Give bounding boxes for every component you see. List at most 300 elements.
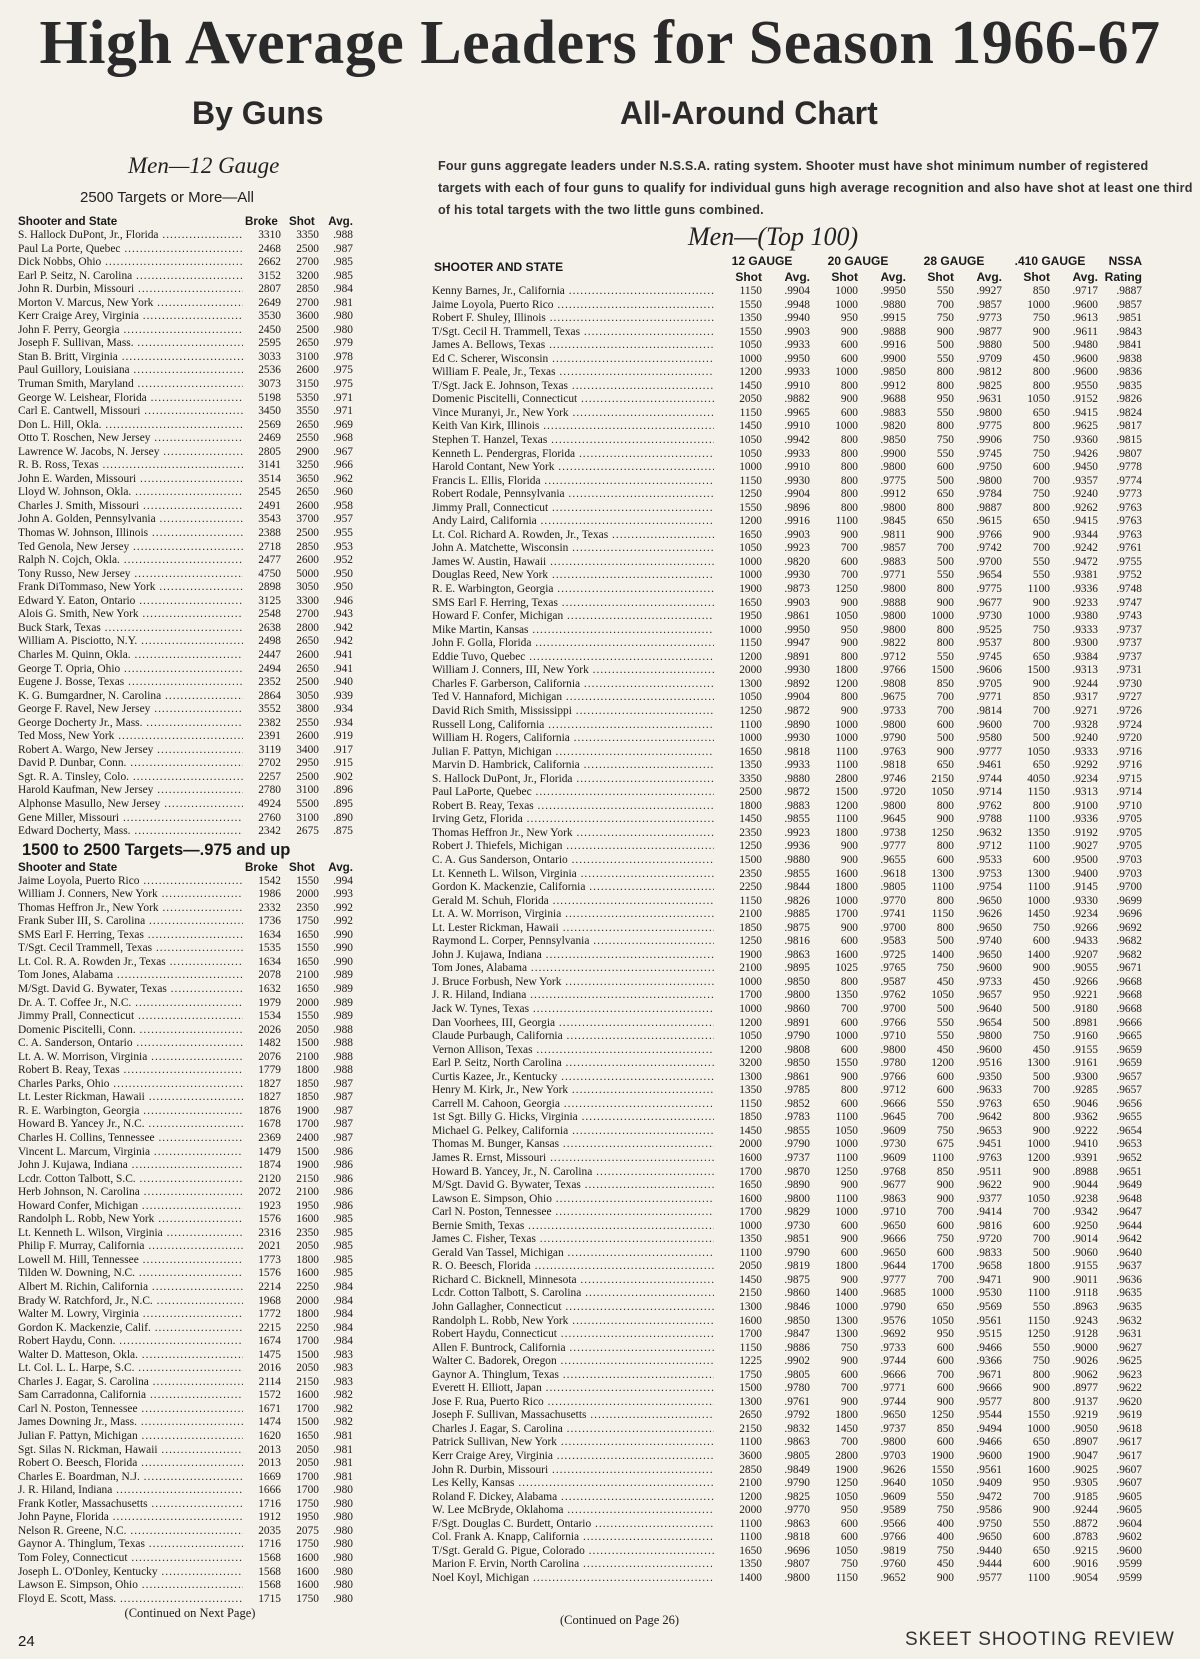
shooter-name: Curtis Kazee, Jr., Kentucky ..... <box>428 1071 714 1085</box>
broke-value: 2316 <box>258 1226 281 1239</box>
nssa-rating: .9737 <box>1116 637 1142 650</box>
shot-410: 750 <box>1032 447 1050 460</box>
shot-410: 4050 <box>1027 772 1050 785</box>
nssa-rating: .9625 <box>1116 1355 1142 1368</box>
avg-410: .9266 <box>1072 975 1098 988</box>
shot-410: 750 <box>1032 623 1050 636</box>
shot-28: 1700 <box>931 1260 954 1273</box>
avg-value: .980 <box>333 1551 353 1564</box>
avg-410: .9155 <box>1072 1043 1098 1056</box>
avg-410: .9054 <box>1072 1571 1098 1584</box>
shot-410: 700 <box>1032 704 1050 717</box>
table-row <box>428 1301 1196 1315</box>
avg-28: .9775 <box>976 420 1002 433</box>
shot-value: 1500 <box>296 1348 319 1361</box>
shot-20: 600 <box>840 935 858 948</box>
shooter-name: Herb Johnson, N. Carolina ..... <box>18 1186 243 1200</box>
avg-28: .9472 <box>976 1490 1002 1503</box>
avg-12: .9933 <box>784 339 810 352</box>
nssa-rating: .9755 <box>1116 555 1142 568</box>
shot-12: 1050 <box>739 1030 762 1043</box>
shot-20: 800 <box>840 434 858 447</box>
broke-value: 1572 <box>258 1389 281 1402</box>
shot-value: 2050 <box>296 1240 319 1253</box>
shot-410: 1100 <box>1027 1571 1050 1584</box>
shot-410: 1100 <box>1027 813 1050 826</box>
shot-410: 850 <box>1032 691 1050 704</box>
avg-12: .9800 <box>784 1571 810 1584</box>
avg-12: .9903 <box>784 325 810 338</box>
broke-value: 2780 <box>258 784 281 797</box>
table-row <box>18 649 353 663</box>
table-row <box>18 825 353 839</box>
broke-value: 1669 <box>258 1470 281 1483</box>
avg-12: .9904 <box>784 488 810 501</box>
avg-28: .9705 <box>976 677 1002 690</box>
shot-20: 1800 <box>835 1409 858 1422</box>
nssa-rating: .9826 <box>1116 393 1142 406</box>
shooter-name: Robert A. Wargo, New Jersey ..... <box>18 744 243 758</box>
nssa-rating: .9668 <box>1116 1002 1142 1015</box>
header-avg: Avg. <box>328 215 353 228</box>
avg-410: .9333 <box>1072 745 1098 758</box>
table-row <box>428 1138 1196 1152</box>
shooter-name: James Downing Jr., Mass. ..... <box>18 1416 243 1430</box>
shooter-name: Philip F. Murray, California ..... <box>18 1240 243 1254</box>
shot-20: 900 <box>840 596 858 609</box>
avg-28: .9511 <box>976 1165 1002 1178</box>
avg-20: .9820 <box>880 420 906 433</box>
shooter-name: Lcdr. Cotton Talbott, S. Carolina ..... <box>428 1287 714 1301</box>
avg-value: .989 <box>333 969 353 982</box>
broke-value: 3530 <box>258 310 281 323</box>
avg-28: .9366 <box>976 1355 1002 1368</box>
shot-410: 750 <box>1032 488 1050 501</box>
table-row <box>18 500 353 514</box>
header-rating: Rating <box>1104 270 1142 284</box>
avg-12: .9855 <box>784 813 810 826</box>
avg-28: .9650 <box>976 921 1002 934</box>
shot-28: 700 <box>936 542 954 555</box>
avg-value: .985 <box>333 1240 353 1253</box>
avg-28: .9800 <box>976 406 1002 419</box>
avg-28: .9906 <box>976 434 1002 447</box>
avg-12: .9863 <box>784 1517 810 1530</box>
shot-value: 1550 <box>296 874 319 887</box>
shot-value: 2600 <box>296 554 319 567</box>
shot-value: 2500 <box>296 242 319 255</box>
shot-410: 900 <box>1032 325 1050 338</box>
shooter-name: Domenic Piscitelli, Conn. ..... <box>18 1024 243 1038</box>
table-row <box>428 1572 1196 1586</box>
shooter-name: John A. Matchette, Wisconsin ..... <box>428 542 714 556</box>
shot-410: 800 <box>1032 379 1050 392</box>
shooter-name: Walter C. Badorek, Oregon ..... <box>428 1355 714 1369</box>
shooter-name: Julian F. Pattyn, Michigan ..... <box>428 746 714 760</box>
avg-20: .9777 <box>880 1273 906 1286</box>
table-row <box>18 915 353 929</box>
shot-20: 1000 <box>835 1030 858 1043</box>
table-row <box>18 364 353 378</box>
shot-28: 900 <box>936 1179 954 1192</box>
shot-410: 1000 <box>1027 1422 1050 1435</box>
shooter-name: Earl P. Seitz, North Carolina ..... <box>428 1057 714 1071</box>
avg-20: .9675 <box>880 691 906 704</box>
nssa-rating: .9635 <box>1116 1287 1142 1300</box>
avg-20: .9609 <box>880 1124 906 1137</box>
header-shooter: Shooter and State <box>18 215 118 228</box>
shot-value: 2650 <box>296 635 319 648</box>
shooter-name: Howard F. Confer, Michigan ..... <box>428 610 714 624</box>
table-row <box>428 935 1196 949</box>
shot-20: 900 <box>840 921 858 934</box>
shot-20: 800 <box>840 447 858 460</box>
shooter-name: T/Sgt. Cecil H. Trammell, Texas ..... <box>428 326 714 340</box>
shot-value: 1850 <box>296 1091 319 1104</box>
shot-12: 1900 <box>739 583 762 596</box>
avg-value: .990 <box>333 942 353 955</box>
table-row <box>18 1593 353 1607</box>
avg-410: .9060 <box>1072 1246 1098 1259</box>
shooter-name: Lt. A. W. Morrison, Virginia ..... <box>428 908 714 922</box>
shot-value: 2150 <box>296 1375 319 1388</box>
avg-28: .9561 <box>976 1463 1002 1476</box>
shot-20: 900 <box>840 1395 858 1408</box>
avg-28: .9733 <box>976 975 1002 988</box>
avg-value: .941 <box>333 648 353 661</box>
table-row <box>428 461 1196 475</box>
shot-28: 1550 <box>931 1463 954 1476</box>
avg-value: .983 <box>333 1348 353 1361</box>
avg-12: .9808 <box>784 1043 810 1056</box>
shooter-name: Charles F. Garberson, California ..... <box>428 678 714 692</box>
avg-value: .975 <box>333 378 353 391</box>
shooter-name: Jimmy Prall, Connecticut ..... <box>18 1010 243 1024</box>
avg-410: .9152 <box>1072 393 1098 406</box>
shot-12: 1850 <box>739 921 762 934</box>
table-row <box>428 637 1196 651</box>
table-row <box>428 922 1196 936</box>
shot-28: 850 <box>936 677 954 690</box>
avg-20: .9777 <box>880 840 906 853</box>
avg-12: .9930 <box>784 732 810 745</box>
broke-value: 2214 <box>258 1281 281 1294</box>
shot-value: 1600 <box>296 1579 319 1592</box>
avg-410: .9381 <box>1072 569 1098 582</box>
subtitle-men-top-100: Men—(Top 100) <box>688 222 859 251</box>
avg-410: .9415 <box>1072 515 1098 528</box>
broke-value: 2352 <box>258 676 281 689</box>
subtitle-2500-targets: 2500 Targets or More—All <box>80 189 254 206</box>
table-row <box>428 813 1196 827</box>
shooter-name: Lloyd W. Johnson, Okla. ..... <box>18 486 243 500</box>
nssa-rating: .9836 <box>1116 366 1142 379</box>
shot-28: 600 <box>936 1341 954 1354</box>
avg-20: .9609 <box>880 1152 906 1164</box>
avg-12: .9933 <box>784 366 810 379</box>
avg-28: .9775 <box>976 583 1002 596</box>
table-row <box>428 1409 1196 1423</box>
shot-28: 400 <box>936 1517 954 1530</box>
nssa-rating: .9730 <box>1116 677 1142 690</box>
avg-410: .9160 <box>1072 1030 1098 1043</box>
broke-value: 2391 <box>258 730 281 743</box>
table-row <box>18 568 353 582</box>
avg-20: .9744 <box>880 1355 906 1368</box>
shot-28: 950 <box>936 393 954 406</box>
avg-20: .9771 <box>880 1382 906 1395</box>
shot-28: 800 <box>936 501 954 514</box>
avg-20: .9912 <box>880 379 906 392</box>
avg-410: .8977 <box>1072 1382 1098 1395</box>
avg-28: .9516 <box>976 1057 1002 1070</box>
table-row <box>428 1287 1196 1301</box>
avg-12: .9882 <box>784 393 810 406</box>
avg-value: .992 <box>333 915 353 928</box>
left-rows-group-2 <box>18 875 353 1607</box>
avg-12: .9780 <box>784 1382 810 1395</box>
table-row <box>18 663 353 677</box>
shot-20: 1200 <box>835 677 858 690</box>
avg-12: .9886 <box>784 1341 810 1354</box>
shot-28: 550 <box>936 650 954 663</box>
broke-value: 2013 <box>258 1443 281 1456</box>
shooter-name: Lowell M. Hill, Tennessee ..... <box>18 1254 243 1268</box>
nssa-rating: .9857 <box>1116 298 1142 311</box>
avg-12: .9783 <box>784 1111 810 1124</box>
shooter-name: Thomas M. Bunger, Kansas ..... <box>428 1138 714 1152</box>
shooter-name: C. A. Gus Sanderson, Ontario ..... <box>428 854 714 868</box>
shooter-name: Joseph F. Sullivan, Massachusetts ..... <box>428 1409 714 1423</box>
avg-28: .9788 <box>976 813 1002 826</box>
avg-28: .9742 <box>976 542 1002 555</box>
table-row <box>428 448 1196 462</box>
shot-28: 900 <box>936 596 954 609</box>
avg-410: .9625 <box>1072 420 1098 433</box>
shooter-name: Russell Long, California ..... <box>428 719 714 733</box>
shot-value: 5000 <box>296 567 319 580</box>
avg-value: .990 <box>333 955 353 968</box>
shot-12: 1100 <box>739 1246 762 1259</box>
avg-410: .9180 <box>1072 1002 1098 1015</box>
shooter-name: Noel Koyl, Michigan ..... <box>428 1572 714 1586</box>
shot-value: 2350 <box>296 1226 319 1239</box>
shot-410: 650 <box>1032 406 1050 419</box>
shot-12: 2000 <box>739 664 762 677</box>
avg-20: .9746 <box>880 772 906 785</box>
shooter-name: Mike Martin, Kansas ..... <box>428 624 714 638</box>
shooter-name: Buck Stark, Texas ..... <box>18 622 243 636</box>
shooter-name: William A. Pisciotto, N.Y. ..... <box>18 635 243 649</box>
table-row <box>428 759 1196 773</box>
shot-12: 1150 <box>739 1341 762 1354</box>
table-row <box>428 827 1196 841</box>
shot-28: 900 <box>936 528 954 541</box>
avg-410: .9400 <box>1072 867 1098 880</box>
avg-28: .9409 <box>976 1477 1002 1490</box>
table-row <box>428 597 1196 611</box>
header-shot: Shot <box>1023 270 1050 284</box>
nssa-rating: .9635 <box>1116 1301 1142 1314</box>
shot-value: 2350 <box>296 901 319 914</box>
shot-410: 700 <box>1032 1490 1050 1503</box>
avg-12: .9770 <box>784 1504 810 1517</box>
avg-20: .9655 <box>880 853 906 866</box>
avg-20: .9741 <box>880 908 906 921</box>
shot-28: 550 <box>936 1030 954 1043</box>
shot-20: 600 <box>840 1043 858 1056</box>
magazine-name: SKEET SHOOTING REVIEW <box>905 1629 1175 1650</box>
avg-28: .9877 <box>976 325 1002 338</box>
avg-20: .9850 <box>880 434 906 447</box>
shot-12: 1300 <box>739 677 762 690</box>
avg-value: .985 <box>333 1253 353 1266</box>
shot-12: 2850 <box>739 1463 762 1476</box>
avg-28: .9709 <box>976 352 1002 365</box>
broke-value: 2021 <box>258 1240 281 1253</box>
table-row <box>428 1436 1196 1450</box>
avg-20: .9790 <box>880 732 906 745</box>
avg-410: .9362 <box>1072 1111 1098 1124</box>
avg-value: .983 <box>333 1362 353 1375</box>
shooter-name: Otto T. Roschen, New Jersey ..... <box>18 432 243 446</box>
avg-28: .9600 <box>976 1450 1002 1463</box>
shot-12: 2350 <box>739 867 762 880</box>
table-row <box>428 719 1196 733</box>
shot-value: 3250 <box>296 459 319 472</box>
shot-20: 800 <box>840 650 858 663</box>
shot-28: 700 <box>936 691 954 704</box>
broke-value: 1678 <box>258 1118 281 1131</box>
broke-value: 1874 <box>258 1159 281 1172</box>
shot-value: 2650 <box>296 418 319 431</box>
shooter-name: James A. Bellows, Texas ..... <box>428 339 714 353</box>
nssa-rating: .9817 <box>1116 420 1142 433</box>
avg-28: .9700 <box>976 555 1002 568</box>
table-row <box>428 299 1196 313</box>
table-row <box>18 1430 353 1444</box>
shot-410: 450 <box>1032 352 1050 365</box>
shooter-name: Tom Foley, Connecticut ..... <box>18 1552 243 1566</box>
nssa-rating: .9607 <box>1116 1477 1142 1490</box>
shot-20: 800 <box>840 461 858 474</box>
shot-value: 2250 <box>296 1321 319 1334</box>
shooter-name: Paul LaPorte, Quebec ..... <box>428 786 714 800</box>
avg-12: .9790 <box>784 1246 810 1259</box>
shot-value: 3100 <box>296 350 319 363</box>
avg-12: .9861 <box>784 1070 810 1083</box>
avg-12: .9850 <box>784 975 810 988</box>
table-row <box>18 1335 353 1349</box>
shot-28: 650 <box>936 515 954 528</box>
table-row <box>428 1423 1196 1437</box>
nssa-rating: .9637 <box>1116 1260 1142 1273</box>
shot-410: 900 <box>1032 1382 1050 1395</box>
shot-value: 2800 <box>296 621 319 634</box>
shot-28: 450 <box>936 1043 954 1056</box>
shot-410: 500 <box>1032 1002 1050 1015</box>
shot-value: 3100 <box>296 811 319 824</box>
table-row <box>18 1457 353 1471</box>
shooter-name: Alphonse Masullo, New Jersey ..... <box>18 798 243 812</box>
shooter-name: Carrell M. Cahoon, Georgia ..... <box>428 1098 714 1112</box>
shot-410: 950 <box>1032 1477 1050 1490</box>
shot-12: 1000 <box>739 1219 762 1232</box>
avg-28: .9927 <box>976 285 1002 297</box>
broke-value: 3310 <box>258 229 281 241</box>
shooter-name: Frank DiTommaso, New York ..... <box>18 581 243 595</box>
avg-value: .981 <box>333 1430 353 1443</box>
avg-20: .9760 <box>880 1558 906 1571</box>
shooter-name: Ted Genola, New Jersey ..... <box>18 541 243 555</box>
avg-12: .9872 <box>784 704 810 717</box>
nssa-rating: .9841 <box>1116 339 1142 352</box>
avg-value: .950 <box>333 567 353 580</box>
shot-28: 900 <box>936 745 954 758</box>
avg-12: .9805 <box>784 1450 810 1463</box>
avg-20: .9650 <box>880 1219 906 1232</box>
avg-28: .9750 <box>976 461 1002 474</box>
shooter-name: R. E. Warbington, Georgia ..... <box>428 583 714 597</box>
avg-410: .9600 <box>1072 298 1098 311</box>
broke-value: 2120 <box>258 1172 281 1185</box>
shooter-name: Gerald Van Tassel, Michigan ..... <box>428 1247 714 1261</box>
shot-410: 1550 <box>1027 1409 1050 1422</box>
table-row <box>428 583 1196 597</box>
table-row <box>18 581 353 595</box>
shot-12: 1000 <box>739 352 762 365</box>
table-row <box>18 1471 353 1485</box>
shot-20: 700 <box>840 1002 858 1015</box>
shot-12: 2250 <box>739 881 762 894</box>
shooter-name: Vincent L. Marcum, Virginia ..... <box>18 1146 243 1160</box>
avg-value: .988 <box>333 1064 353 1077</box>
avg-28: .9753 <box>976 867 1002 880</box>
nssa-rating: .9716 <box>1116 745 1142 758</box>
table-row <box>428 285 1196 299</box>
broke-value: 2569 <box>258 418 281 431</box>
shot-410: 1000 <box>1027 894 1050 907</box>
avg-410: .9433 <box>1072 935 1098 948</box>
shot-20: 1000 <box>835 298 858 311</box>
table-row <box>428 881 1196 895</box>
table-row <box>18 717 353 731</box>
avg-value: .942 <box>333 635 353 648</box>
shot-12: 1200 <box>739 650 762 663</box>
table-row <box>428 1193 1196 1207</box>
table-row <box>428 1504 1196 1518</box>
avg-20: .9768 <box>880 1165 906 1178</box>
shot-12: 1450 <box>739 813 762 826</box>
avg-value: .975 <box>333 364 353 377</box>
shot-20: 1800 <box>835 1260 858 1273</box>
shot-410: 1450 <box>1027 908 1050 921</box>
avg-value: .980 <box>333 1579 353 1592</box>
nssa-rating: .9632 <box>1116 1314 1142 1327</box>
shot-value: 3550 <box>296 405 319 418</box>
shot-value: 2500 <box>296 676 319 689</box>
broke-value: 1576 <box>258 1213 281 1226</box>
table-row <box>428 1464 1196 1478</box>
shooter-name: Lt. Col. Richard A. Rowden, Jr., Texas ..... <box>428 529 714 543</box>
shot-12: 1050 <box>739 339 762 352</box>
avg-28: .9750 <box>976 1517 1002 1530</box>
header-avg: Avg. <box>328 860 353 874</box>
shot-410: 850 <box>1032 285 1050 297</box>
avg-12: .9737 <box>784 1152 810 1164</box>
broke-value: 3119 <box>258 743 281 756</box>
shooter-name: S. Hallock DuPont, Jr., Florida ..... <box>428 773 714 787</box>
